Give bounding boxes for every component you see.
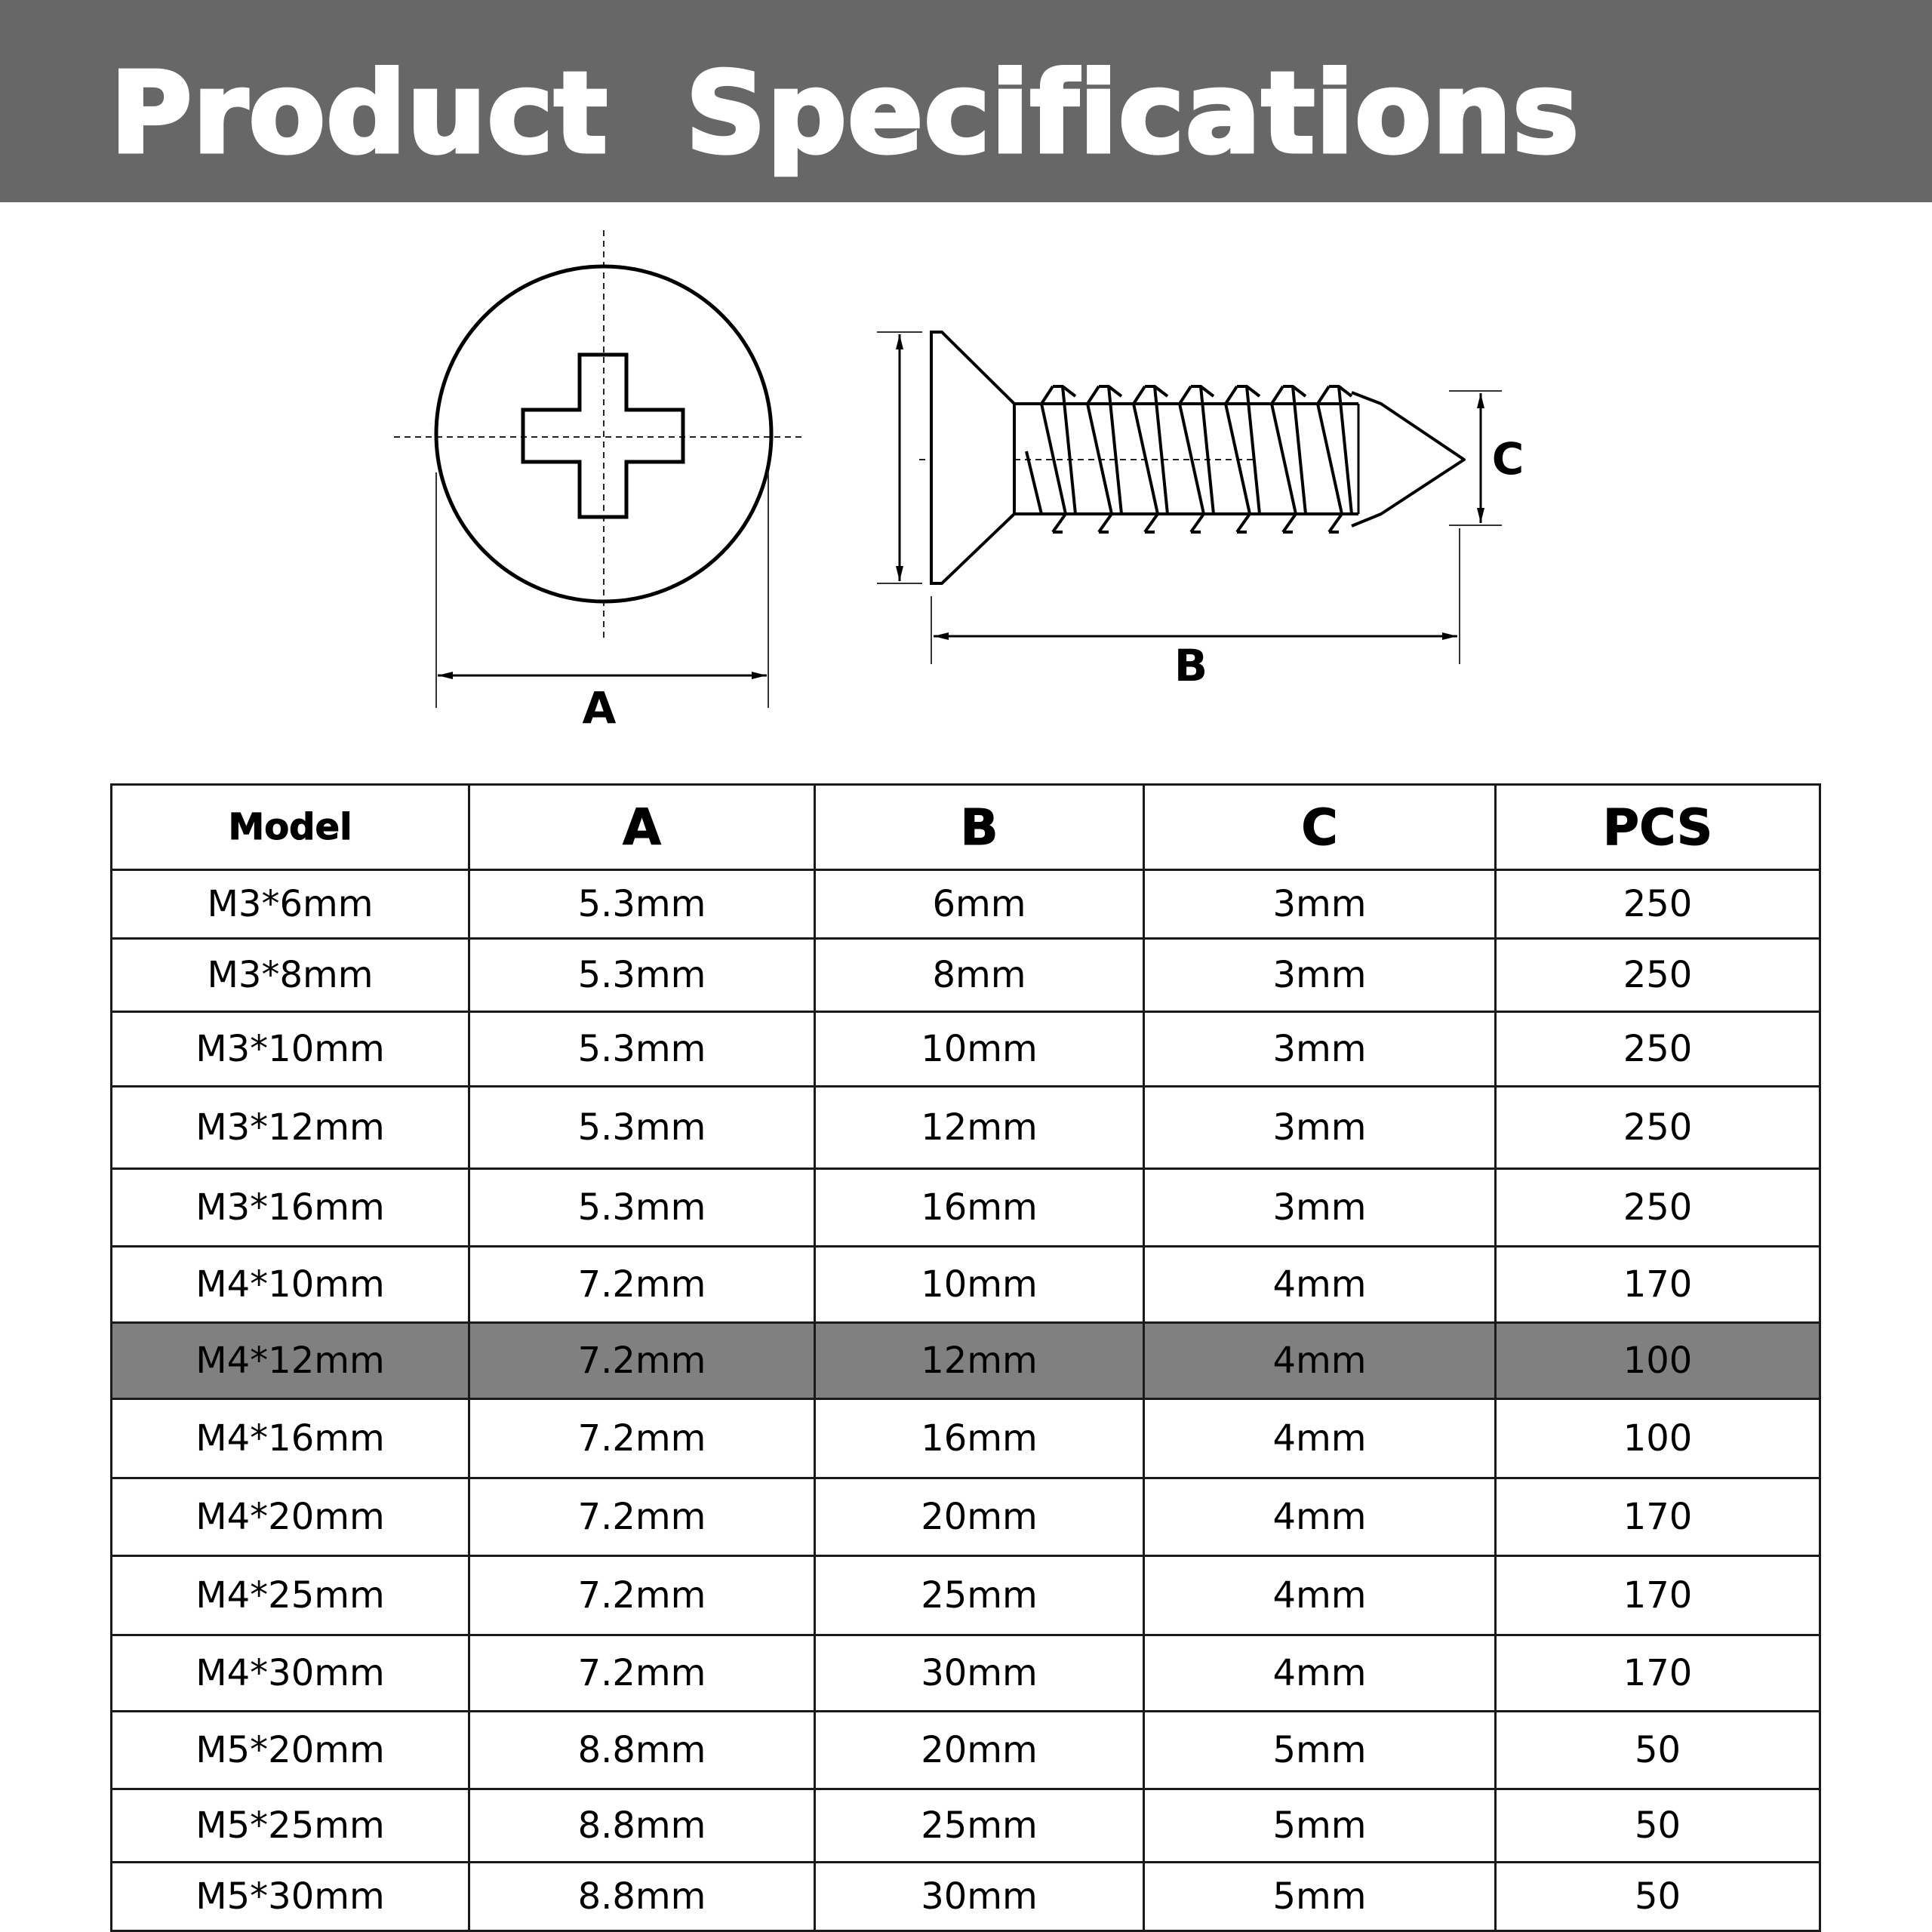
- cell-b: 16mm: [815, 1399, 1144, 1478]
- cell-a: 7.2mm: [469, 1478, 815, 1556]
- cell-model: M4*12mm: [112, 1323, 469, 1399]
- cell-a: 7.2mm: [469, 1399, 815, 1478]
- cell-c: 3mm: [1144, 1169, 1496, 1247]
- cell-model: M4*20mm: [112, 1478, 469, 1556]
- cell-b: 10mm: [815, 1012, 1144, 1087]
- screw-dimension-diagram: [0, 202, 1932, 776]
- cell-a: 8.8mm: [469, 1863, 815, 1931]
- cell-c: 3mm: [1144, 1012, 1496, 1087]
- cell-b: 20mm: [815, 1712, 1144, 1789]
- cell-a: 5.3mm: [469, 1087, 815, 1169]
- cell-c: 4mm: [1144, 1399, 1496, 1478]
- screw-tip: [1352, 392, 1464, 526]
- table-row: [112, 870, 1820, 939]
- dimension-c-label: C: [1491, 433, 1524, 485]
- cell-pcs: 170: [1496, 1478, 1820, 1556]
- table-row: [112, 1556, 1820, 1635]
- cell-a: 8.8mm: [469, 1712, 815, 1789]
- cell-b: 25mm: [815, 1556, 1144, 1635]
- column-header-pcs: PCS: [1496, 785, 1820, 870]
- cell-model: M5*30mm: [112, 1863, 469, 1931]
- cell-model: M4*30mm: [112, 1635, 469, 1712]
- cell-c: 4mm: [1144, 1323, 1496, 1399]
- cell-pcs: 100: [1496, 1323, 1820, 1399]
- table-row: [112, 1087, 1820, 1169]
- cell-c: 3mm: [1144, 870, 1496, 939]
- cell-a: 7.2mm: [469, 1323, 815, 1399]
- cell-a: 7.2mm: [469, 1556, 815, 1635]
- cell-c: 5mm: [1144, 1789, 1496, 1863]
- column-header-a: A: [469, 785, 815, 870]
- cell-c: 4mm: [1144, 1556, 1496, 1635]
- cell-pcs: 50: [1496, 1863, 1820, 1931]
- cell-model: M4*25mm: [112, 1556, 469, 1635]
- column-header-c: C: [1144, 785, 1496, 870]
- table-row: [112, 1863, 1820, 1931]
- cell-b: 30mm: [815, 1863, 1144, 1931]
- cell-b: 10mm: [815, 1247, 1144, 1323]
- cell-a: 7.2mm: [469, 1635, 815, 1712]
- cell-a: 5.3mm: [469, 939, 815, 1012]
- table-row: [112, 939, 1820, 1012]
- cell-model: M3*12mm: [112, 1087, 469, 1169]
- cell-pcs: 170: [1496, 1635, 1820, 1712]
- cell-b: 8mm: [815, 939, 1144, 1012]
- cell-a: 7.2mm: [469, 1247, 815, 1323]
- cell-pcs: 250: [1496, 1087, 1820, 1169]
- screw-side-view: [877, 332, 1524, 691]
- cell-pcs: 50: [1496, 1789, 1820, 1863]
- cell-model: M3*8mm: [112, 939, 469, 1012]
- table-row: [112, 1323, 1820, 1399]
- cell-b: 12mm: [815, 1323, 1144, 1399]
- table-row: [112, 1635, 1820, 1712]
- table-row: [112, 1478, 1820, 1556]
- cell-b: 6mm: [815, 870, 1144, 939]
- cell-model: M5*20mm: [112, 1712, 469, 1789]
- cell-model: M3*6mm: [112, 870, 469, 939]
- cell-a: 5.3mm: [469, 1012, 815, 1087]
- cell-pcs: 50: [1496, 1712, 1820, 1789]
- cell-c: 5mm: [1144, 1863, 1496, 1931]
- column-header-b: B: [815, 785, 1144, 870]
- cell-model: M3*16mm: [112, 1169, 469, 1247]
- cell-c: 3mm: [1144, 1087, 1496, 1169]
- cell-pcs: 250: [1496, 1169, 1820, 1247]
- cell-b: 25mm: [815, 1789, 1144, 1863]
- cell-pcs: 100: [1496, 1399, 1820, 1478]
- column-header-model: Model: [112, 785, 469, 870]
- cell-model: M5*25mm: [112, 1789, 469, 1863]
- cell-c: 5mm: [1144, 1712, 1496, 1789]
- cell-pcs: 250: [1496, 1012, 1820, 1087]
- table-row: [112, 1012, 1820, 1087]
- cell-model: M4*10mm: [112, 1247, 469, 1323]
- specification-table: [110, 783, 1821, 1932]
- table-row: [112, 1169, 1820, 1247]
- title-banner: [0, 0, 1932, 202]
- table-row: [112, 1247, 1820, 1323]
- dimension-a-label: A: [582, 682, 617, 734]
- screw-head-side: [931, 332, 1014, 583]
- table-row: [112, 1399, 1820, 1478]
- cell-c: 4mm: [1144, 1247, 1496, 1323]
- table-row: [112, 1712, 1820, 1789]
- cell-model: M3*10mm: [112, 1012, 469, 1087]
- table-header-row: [112, 785, 1820, 870]
- cell-pcs: 250: [1496, 870, 1820, 939]
- cell-c: 4mm: [1144, 1478, 1496, 1556]
- cell-a: 5.3mm: [469, 870, 815, 939]
- cell-b: 12mm: [815, 1087, 1144, 1169]
- screw-head-top-view: [394, 230, 804, 734]
- cell-pcs: 170: [1496, 1556, 1820, 1635]
- table-body: [112, 870, 1820, 1931]
- cell-c: 3mm: [1144, 939, 1496, 1012]
- cell-a: 5.3mm: [469, 1169, 815, 1247]
- cell-a: 8.8mm: [469, 1789, 815, 1863]
- cell-b: 30mm: [815, 1635, 1144, 1712]
- dimension-b-label: B: [1174, 640, 1208, 691]
- cell-pcs: 170: [1496, 1247, 1820, 1323]
- cell-b: 16mm: [815, 1169, 1144, 1247]
- cell-c: 4mm: [1144, 1635, 1496, 1712]
- cell-b: 20mm: [815, 1478, 1144, 1556]
- cell-model: M4*16mm: [112, 1399, 469, 1478]
- table-row: [112, 1789, 1820, 1863]
- page-title: Product Specifications: [110, 48, 1580, 178]
- cell-pcs: 250: [1496, 939, 1820, 1012]
